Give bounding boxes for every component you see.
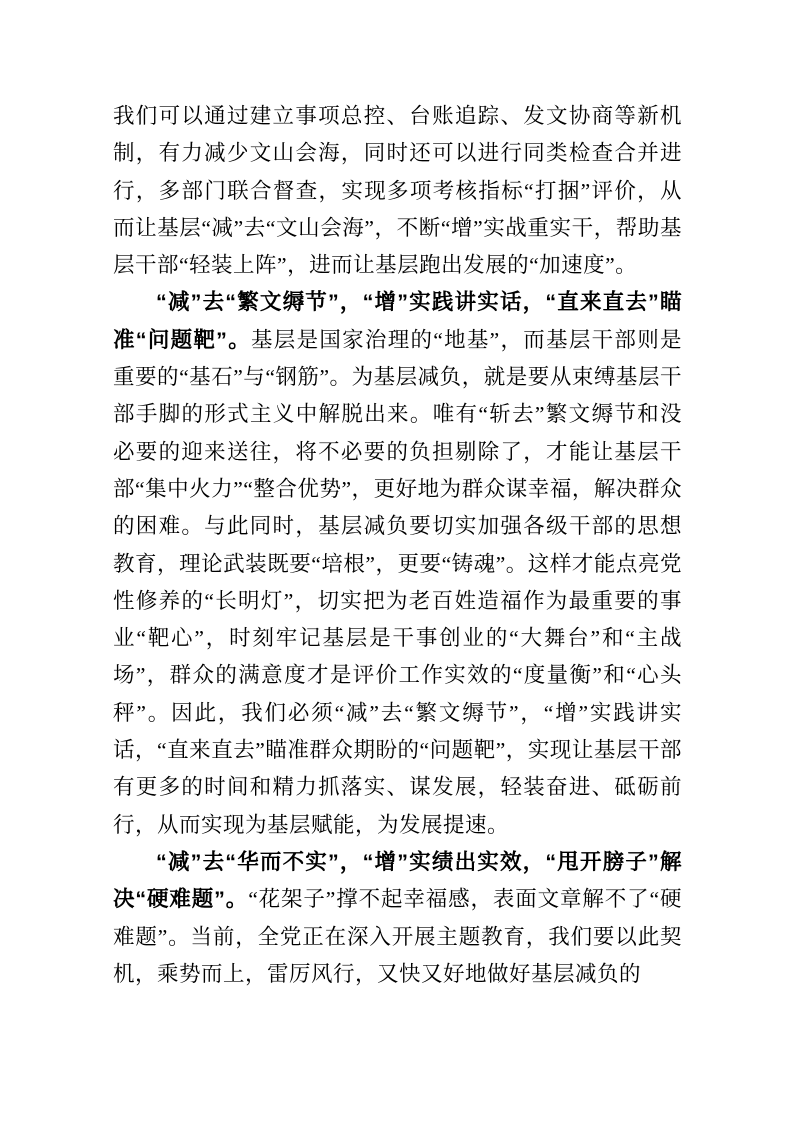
- paragraph-2-lead-bold: “减”去“繁文缛节”，“增”实践讲实话，“直来直去”瞄准“问题靶”。: [113, 290, 682, 352]
- paragraph-2-text: 基层是国家治理的“地基”，而基层干部则是重要的“基石”与“钢筋”。为基层减负，就是要从束缚基层干部手脚的形式主义中解脱出来。唯有“斩去”繁文缛节和没必要的迎来送往，将不必要的负担剔除了，才能让基层干部“集中火力”“整合优势”，更好地为群众谋幸福，解决群众的困难。与此同时，基层减负要切实加强各级干部的思想教育，理论武装既要“培根”，更要“铸魂”。这样才能点亮党性修养的“长明灯”，切实把为老百姓造福作为最重要的事业“靶心”，时刻牢记基层是干事创业的“大舞台”和“主战场”，群众的满意度才是评价工作实效的“度量衡”和“心头秤”。因此，我们必须“减”去“繁文缛节”，“增”实践讲实话，“直来直去”瞄准群众期盼的“问题靶”，实现让基层干部有更多的时间和精力抓落实、谋发展，轻装奋进、砥砺前行，从而实现为基层赋能，为发展提速。: [113, 327, 682, 837]
- paragraph-3-text: “花架子”撑不起幸福感，表面文章解不了“硬难题”。当前，全党正在深入开展主题教育，我们要以此契机，乘势而上，雷厉风行，又快又好地做好基层减负的: [113, 887, 682, 986]
- paragraph-1: [113, 98, 682, 284]
- paragraph-3-lead-bold: “减”去“华而不实”，“增”实绩出实效，“甩开膀子”解决“硬难题”。: [113, 849, 682, 912]
- paragraph-2: [113, 284, 682, 843]
- document-body: [113, 98, 682, 993]
- paragraph-3: [113, 844, 682, 993]
- paragraph-1-text: 我们可以通过建立事项总控、台账追踪、发文协商等新机制，有力减少文山会海，同时还可以进行同类检查合并进行，多部门联合督查，实现多项考核指标“打捆”评价，从而让基层“减”去“文山会海”，不断“增”实战重实干，帮助基层干部“轻装上阵”，进而让基层跑出发展的“加速度”。: [113, 104, 682, 278]
